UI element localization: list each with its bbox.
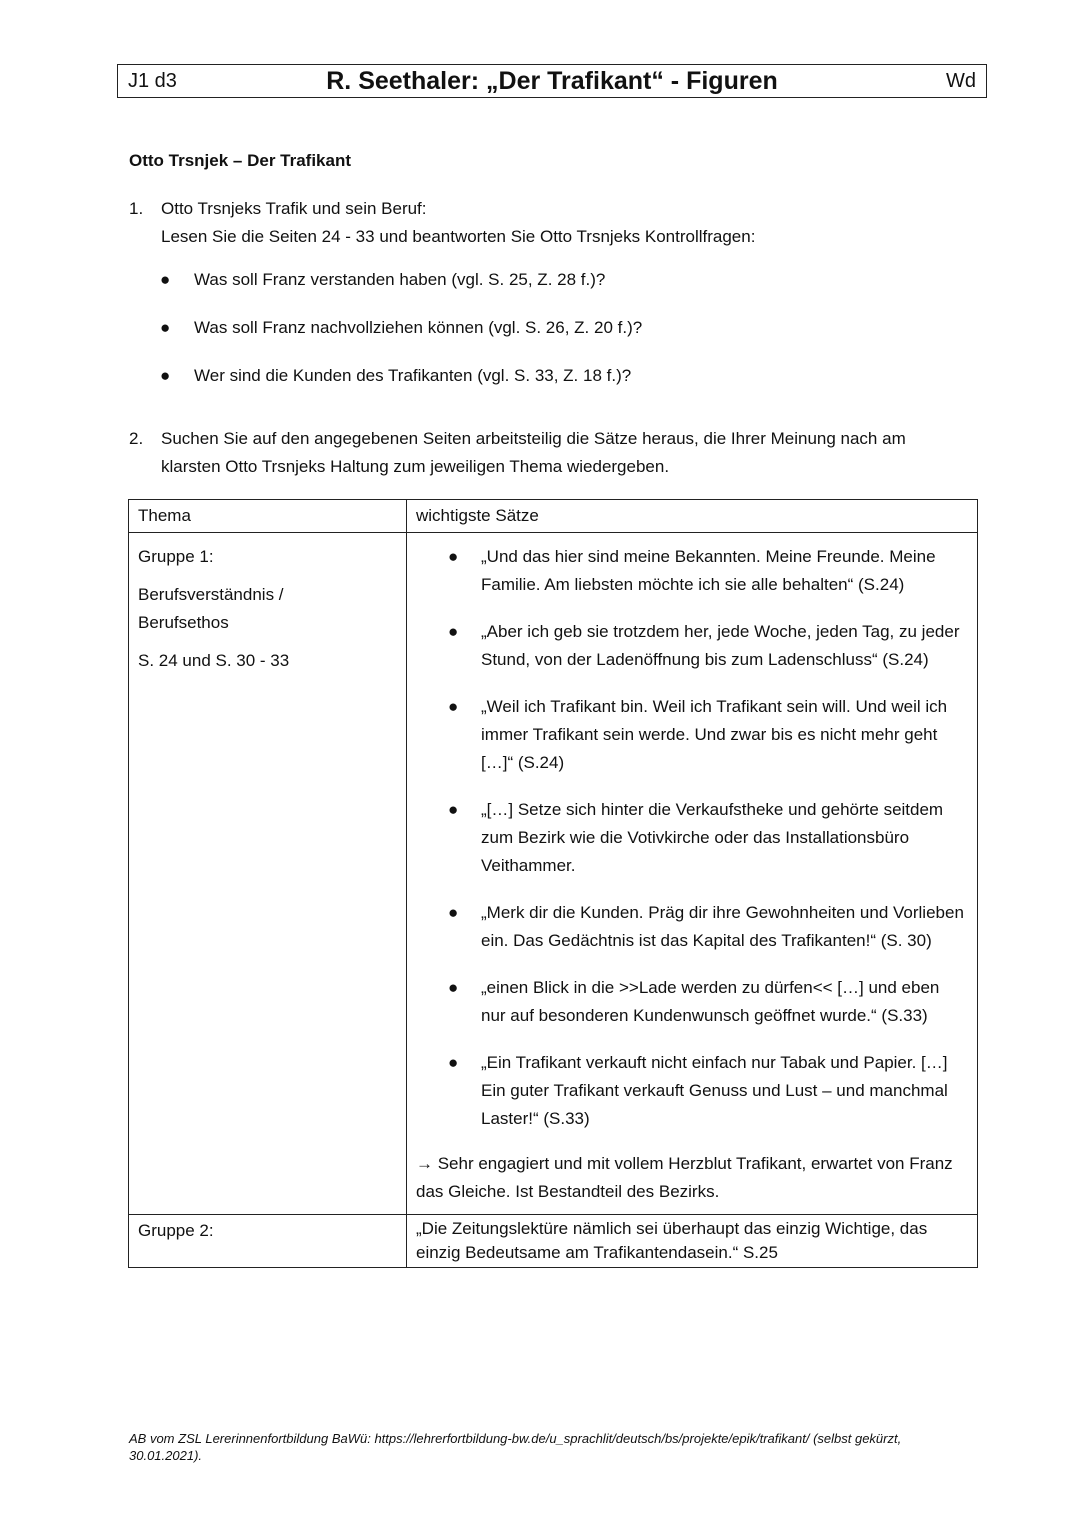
group-topic: Berufsethos [138, 613, 229, 632]
bullet-icon: ● [448, 547, 459, 566]
quote-text: „Und das hier sind meine Bekannten. Meine Freunde. Meine Familie. Am liebsten möchte ich sie alle behalten“ (S.24) [481, 547, 936, 594]
bullet-icon: ● [448, 697, 459, 716]
quotes-cell [407, 533, 978, 1215]
bullet-icon: ● [448, 800, 459, 819]
task-line: Suchen Sie auf den angegebenen Seiten arbeitsteilig die Sätze heraus, die Ihrer Meinung nach am [161, 429, 906, 448]
list-item [416, 974, 968, 1030]
group-pages: S. 24 und S. 30 - 33 [138, 651, 290, 670]
table-row [129, 1215, 978, 1268]
summary-text: → Sehr engagiert und mit vollem Herzblut Trafikant, erwartet von Franz das Gleiche. Ist Bestandteil des Bezirks. [416, 1154, 953, 1201]
quote-list [416, 543, 968, 1133]
question-text: Wer sind die Kunden des Trafikanten (vgl. S. 33, Z. 18 f.)? [194, 366, 632, 385]
group-topic: Berufsverständnis / [138, 585, 284, 604]
course-code: J1 d3 [128, 70, 177, 92]
list-item [416, 543, 968, 599]
page-header [117, 64, 987, 98]
task-line: Otto Trsnjeks Trafik und sein Beruf: [161, 199, 427, 218]
list-item [416, 618, 968, 674]
bullet-icon: ● [448, 903, 459, 922]
list-item [416, 693, 968, 777]
bullet-icon: ● [160, 270, 171, 289]
bullet-icon: ● [448, 1053, 459, 1072]
subject-code: Wd [946, 70, 976, 92]
quotes-cell: „Die Zeitungslektüre nämlich sei überhaupt das einzig Wichtige, das einzig Bedeutsame am Trafikantendasein.“ S.25 [407, 1215, 978, 1268]
source-footer: AB vom ZSL Lererinnenfortbildung BaWü: https://lehrerfortbildung-bw.de/u_sprachlit/deutsch/bs/projekte/epik/trafikant/ (selbst gekürzt, 30.01.2021). [129, 1431, 902, 1463]
table-header-cell: wichtigste Sätze [407, 500, 978, 533]
table-header-row [129, 500, 978, 533]
quote-text: „einen Blick in die >>Lade werden zu dürfen<< […] und eben nur auf besonderen Kundenwunsch geöffnet wurde.“ (S.33) [481, 978, 940, 1025]
quote-text: „[…] Setze sich hinter die Verkaufstheke und gehörte seitdem zum Bezirk wie die Votivkirche oder das Installationsbüro Veithammer. [481, 800, 944, 875]
quote-text: „Ein Trafikant verkauft nicht einfach nur Tabak und Papier. […] Ein guter Trafikant verkauft Genuss und Lust – und manchmal Laster!“ (S.33) [481, 1053, 948, 1128]
quote-text: „Merk dir die Kunden. Präg dir ihre Gewohnheiten und Vorlieben ein. Das Gedächtnis ist das Kapital des Trafikanten!“ (S. 30) [481, 903, 964, 950]
bullet-icon: ● [160, 366, 171, 385]
question-text: Was soll Franz verstanden haben (vgl. S. 25, Z. 28 f.)? [194, 270, 606, 289]
group-cell [129, 533, 407, 1215]
task-line: klarsten Otto Trsnjeks Haltung zum jeweiligen Thema wiedergeben. [161, 457, 670, 476]
list-item [416, 796, 968, 880]
section-title: Otto Trsnjek – Der Trafikant [129, 151, 352, 170]
list-item [416, 899, 968, 955]
bullet-icon: ● [448, 622, 459, 641]
page-title: R. Seethaler: „Der Trafikant“ - Figuren [326, 67, 778, 95]
task-text [161, 195, 961, 251]
bullet-icon: ● [160, 318, 171, 337]
task-number: 1. [129, 199, 144, 218]
group-label: Gruppe 1: [138, 547, 214, 566]
question-text: Was soll Franz nachvollziehen können (vgl. S. 26, Z. 20 f.)? [194, 318, 643, 337]
list-item [416, 1049, 968, 1133]
quote-text: „Weil ich Trafikant bin. Weil ich Trafikant sein will. Und weil ich immer Trafikant sein werde. Und zwar bis es nicht mehr geht […]“ (S.24) [481, 697, 948, 772]
table-header-cell: Thema [129, 500, 407, 533]
task-line: Lesen Sie die Seiten 24 - 33 und beantworten Sie Otto Trsnjeks Kontrollfragen: [161, 227, 756, 246]
quote-text: „Aber ich geb sie trotzdem her, jede Woche, jeden Tag, zu jeder Stund, von der Ladenöffnung bis zum Ladenschluss“ (S.24) [481, 622, 960, 669]
table-row [129, 533, 978, 1215]
task-number: 2. [129, 429, 144, 448]
quotes-table [128, 499, 978, 1268]
bullet-icon: ● [448, 978, 459, 997]
group-cell: Gruppe 2: [129, 1215, 407, 1268]
task-text [161, 425, 961, 481]
